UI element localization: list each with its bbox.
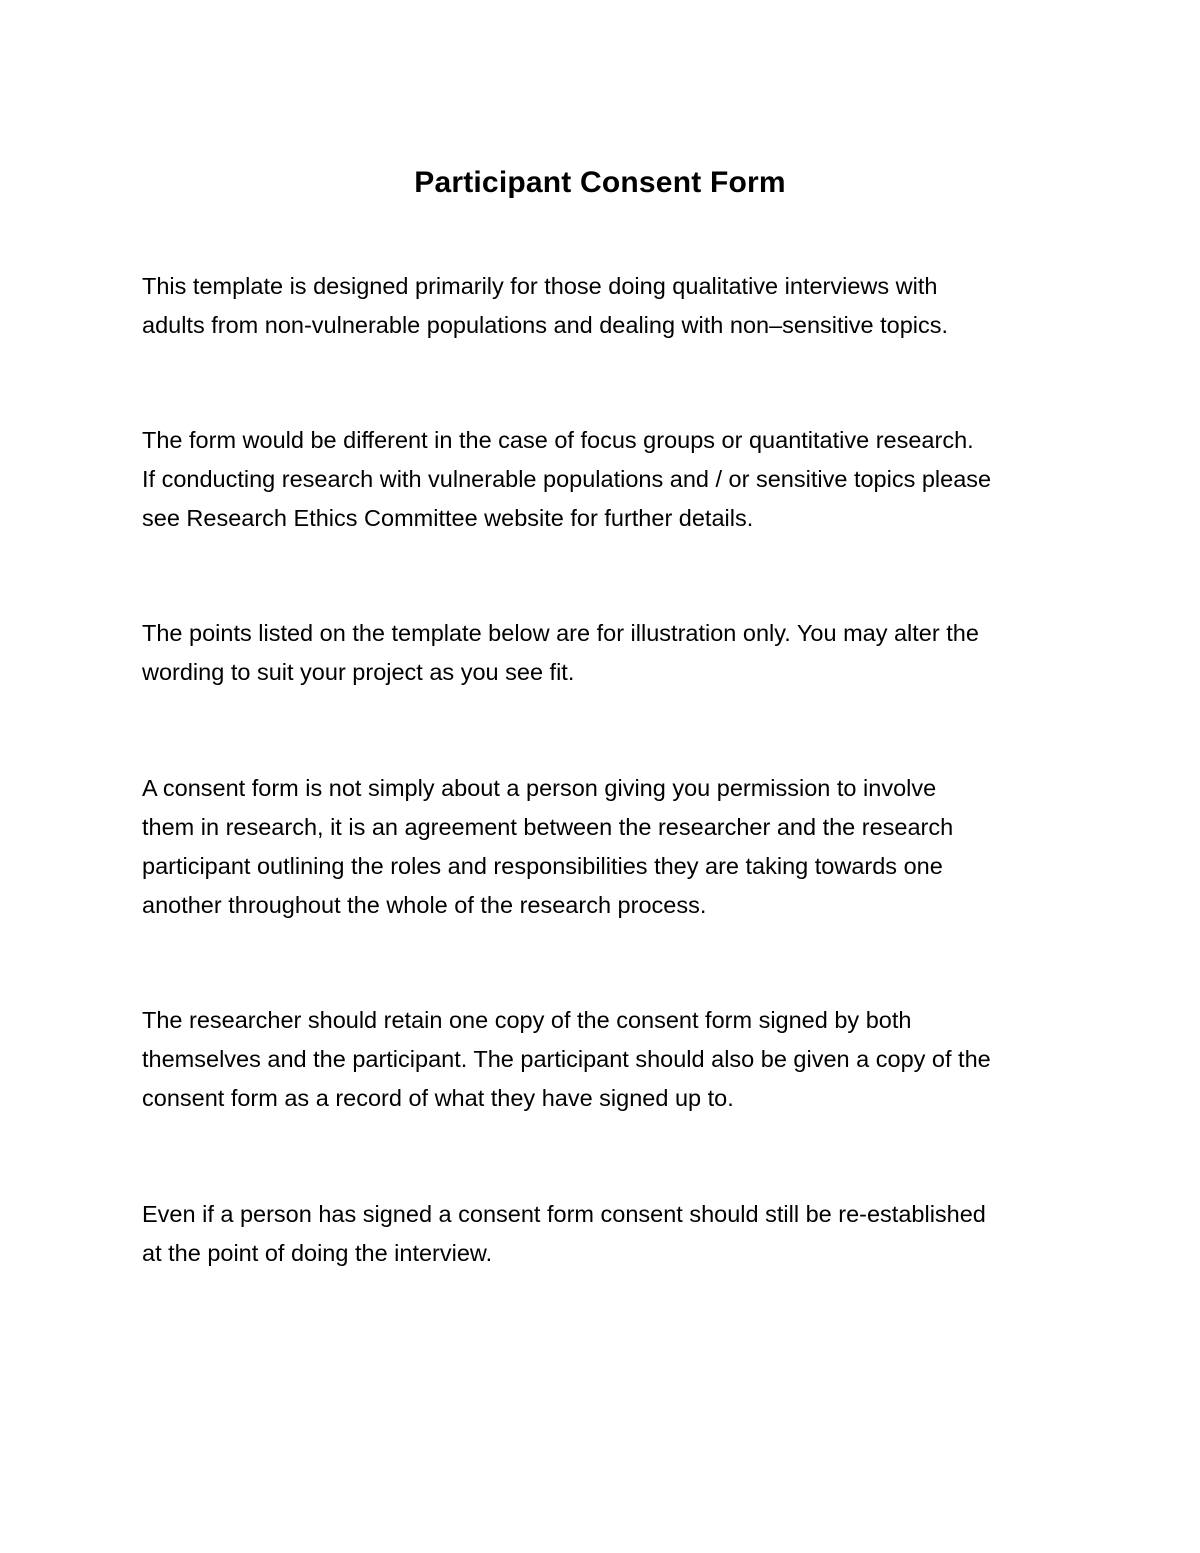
paragraph-line: at the point of doing the interview. (142, 1240, 493, 1266)
paragraph-line: Even if a person has signed a consent form consent should still be re-established (142, 1201, 986, 1227)
paragraph-line: another throughout the whole of the research process. (142, 892, 707, 918)
paragraph-line: see Research Ethics Committee website for further details. (142, 505, 754, 531)
paragraph-line: wording to suit your project as you see fit. (142, 659, 575, 685)
paragraph-copy-retention (142, 1001, 1072, 1118)
paragraph-line: consent form as a record of what they have signed up to. (142, 1085, 734, 1111)
paragraph-line: A consent form is not simply about a person giving you permission to involve (142, 775, 937, 801)
paragraph-line: participant outlining the roles and responsibilities they are taking towards one (142, 853, 943, 879)
paragraph-line: themselves and the participant. The participant should also be given a copy of the (142, 1046, 991, 1072)
paragraph-line: The form would be different in the case of focus groups or quantitative research. (142, 427, 974, 453)
paragraph-line: The researcher should retain one copy of the consent form signed by both (142, 1007, 912, 1033)
paragraph-template-purpose (142, 267, 1072, 345)
paragraph-line: This template is designed primarily for those doing qualitative interviews with (142, 273, 938, 299)
paragraph-consent-agreement (142, 769, 1072, 925)
paragraph-illustration-note (142, 614, 1072, 692)
paragraph-line: If conducting research with vulnerable populations and / or sensitive topics please (142, 466, 992, 492)
paragraph-line: them in research, it is an agreement between the researcher and the research (142, 814, 954, 840)
paragraph-reestablish-consent (142, 1195, 1072, 1273)
paragraph-line: The points listed on the template below are for illustration only. You may alter the (142, 620, 979, 646)
paragraph-line: adults from non-vulnerable populations and dealing with non–sensitive topics. (142, 312, 949, 338)
document-title: Participant Consent Form (414, 166, 786, 200)
paragraph-form-differences (142, 421, 1072, 538)
